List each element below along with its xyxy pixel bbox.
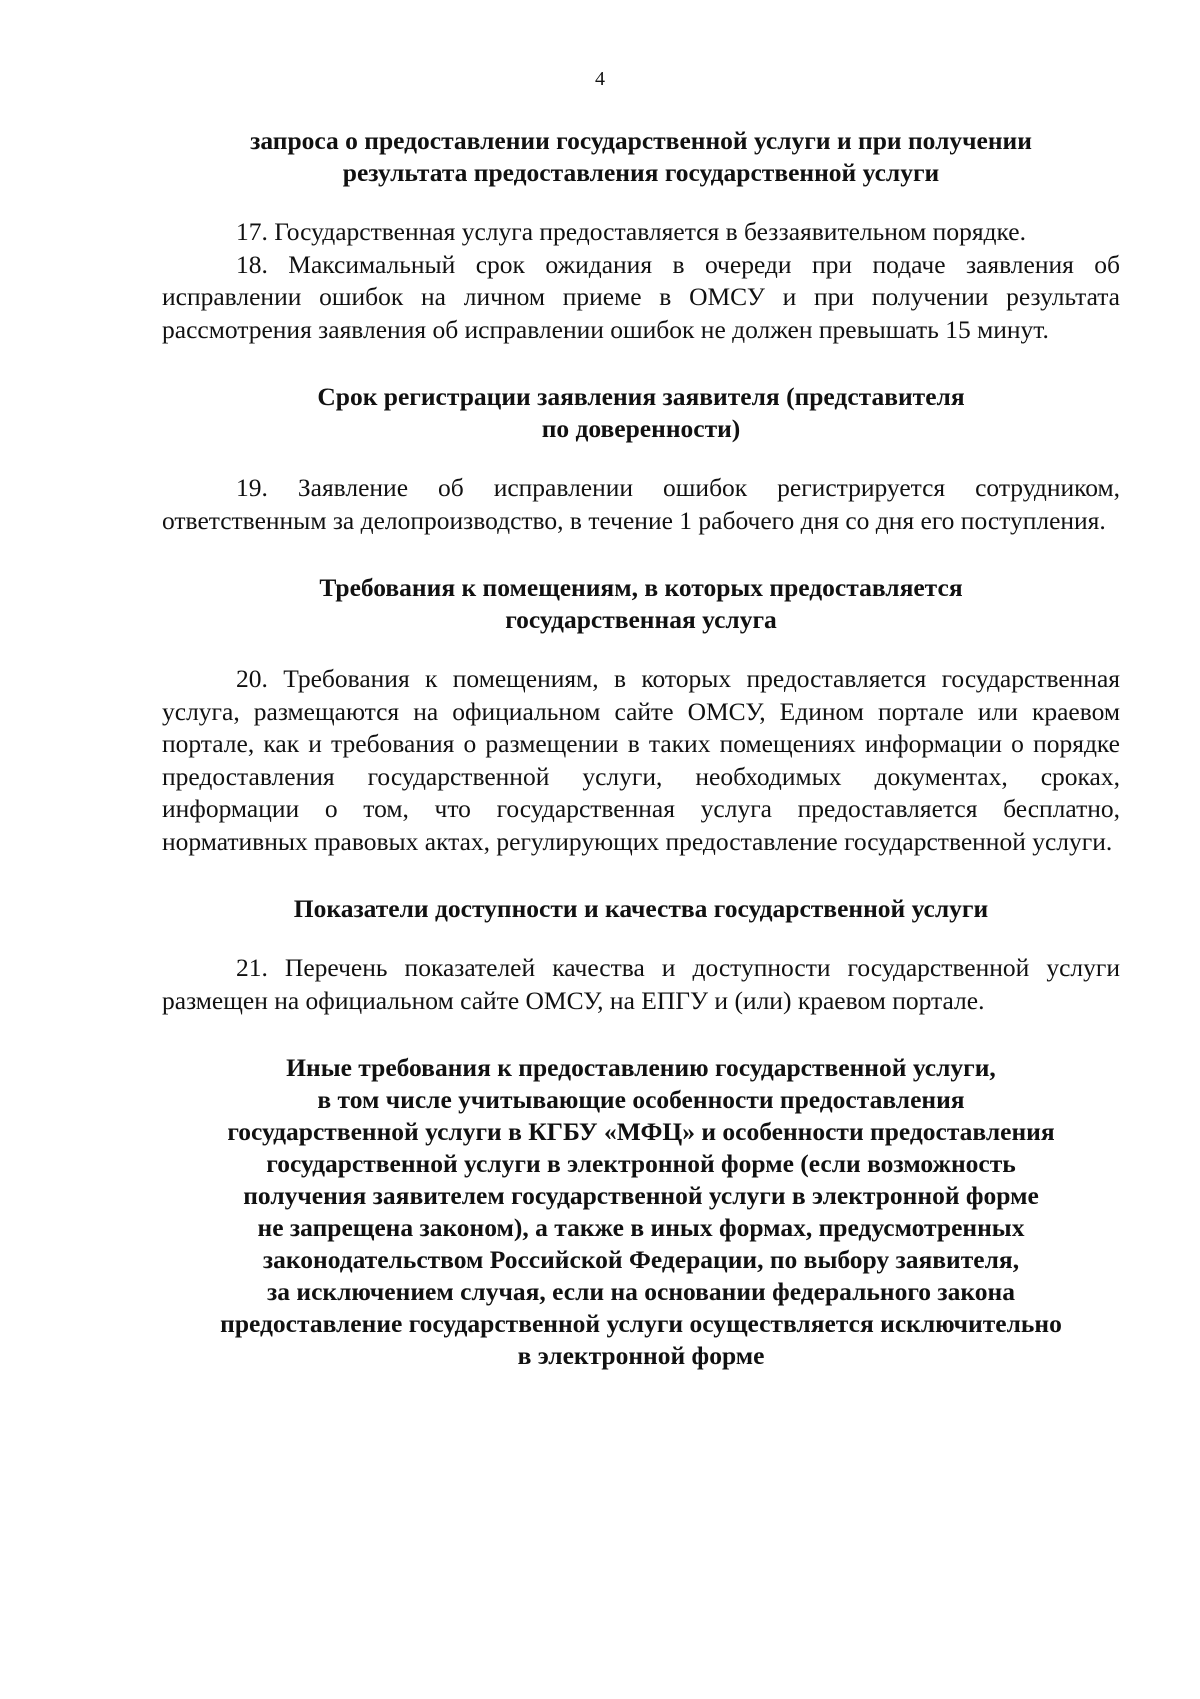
page-number: 4 — [595, 68, 605, 90]
paragraph-20: 20. Требования к помещениям, в которых предоставляется государственная услуга, размещаются на официальном сайте ОМСУ, Едином портале или краевом портале, как и требования о размещении в таких помещениях информации о порядке предоставления государственной услуги, необходимых документах, сроках, информации о том, что государственная услуга предоставляется бесплатно, нормативных правовых актах, регулирующих предоставление государственной услуги. — [162, 664, 1120, 856]
heading-other-line-2: в том числе учитывающие особенности предоставления — [317, 1085, 965, 1114]
heading-indicators: Показатели доступности и качества государственной услуги — [293, 894, 989, 923]
heading-other-line-6: не запрещена законом), а также в иных формах, предусмотренных — [257, 1213, 1025, 1242]
document-body — [162, 125, 1120, 1372]
paragraph-17: 17. Государственная услуга предоставляется в беззаявительном порядке. — [236, 217, 1026, 246]
paragraph-21: 21. Перечень показателей качества и доступности государственной услуги размещен на официальном сайте ОМСУ, на ЕПГУ и (или) краевом портале. — [162, 953, 1120, 1015]
heading-premises-line-2: государственная услуга — [505, 605, 777, 634]
heading-other-line-5: получения заявителем государственной услуги в электронной форме — [243, 1181, 1039, 1210]
paragraph-18: 18. Максимальный срок ожидания в очереди при подаче заявления об исправлении ошибок на личном приеме в ОМСУ и при получении результата рассмотрения заявления об исправлении ошибок не должен превышать 15 минут. — [162, 249, 1120, 344]
heading-other-requirements — [162, 1052, 1120, 1372]
heading-other-line-7: законодательством Российской Федерации, по выбору заявителя, — [262, 1245, 1020, 1274]
heading-other-line-10: в электронной форме — [517, 1341, 765, 1370]
paragraph-19: 19. Заявление об исправлении ошибок регистрируется сотрудником, ответственным за делопроизводство, в течение 1 рабочего дня со дня его поступления. — [162, 473, 1120, 535]
heading-intro — [162, 125, 1120, 189]
heading-intro-line-1: запроса о предоставлении государственной услуги и при получении — [250, 126, 1032, 155]
heading-registration-line-2: по доверенности) — [541, 414, 741, 443]
heading-registration-line-1: Срок регистрации заявления заявителя (представителя — [317, 382, 965, 411]
heading-other-line-1: Иные требования к предоставлению государственной услуги, — [286, 1053, 996, 1082]
heading-premises-requirements — [162, 572, 1120, 636]
heading-other-line-3: государственной услуги в КГБУ «МФЦ» и особенности предоставления — [227, 1117, 1055, 1146]
heading-other-line-4: государственной услуги в электронной форме (если возможность — [266, 1149, 1016, 1178]
heading-other-line-9: предоставление государственной услуги осуществляется исключительно — [220, 1309, 1062, 1338]
heading-premises-line-1: Требования к помещениям, в которых предоставляется — [319, 573, 963, 602]
heading-other-line-8: за исключением случая, если на основании федерального закона — [267, 1277, 1015, 1306]
heading-registration-term — [162, 381, 1120, 445]
heading-intro-line-2: результата предоставления государственной услуги — [342, 158, 940, 187]
